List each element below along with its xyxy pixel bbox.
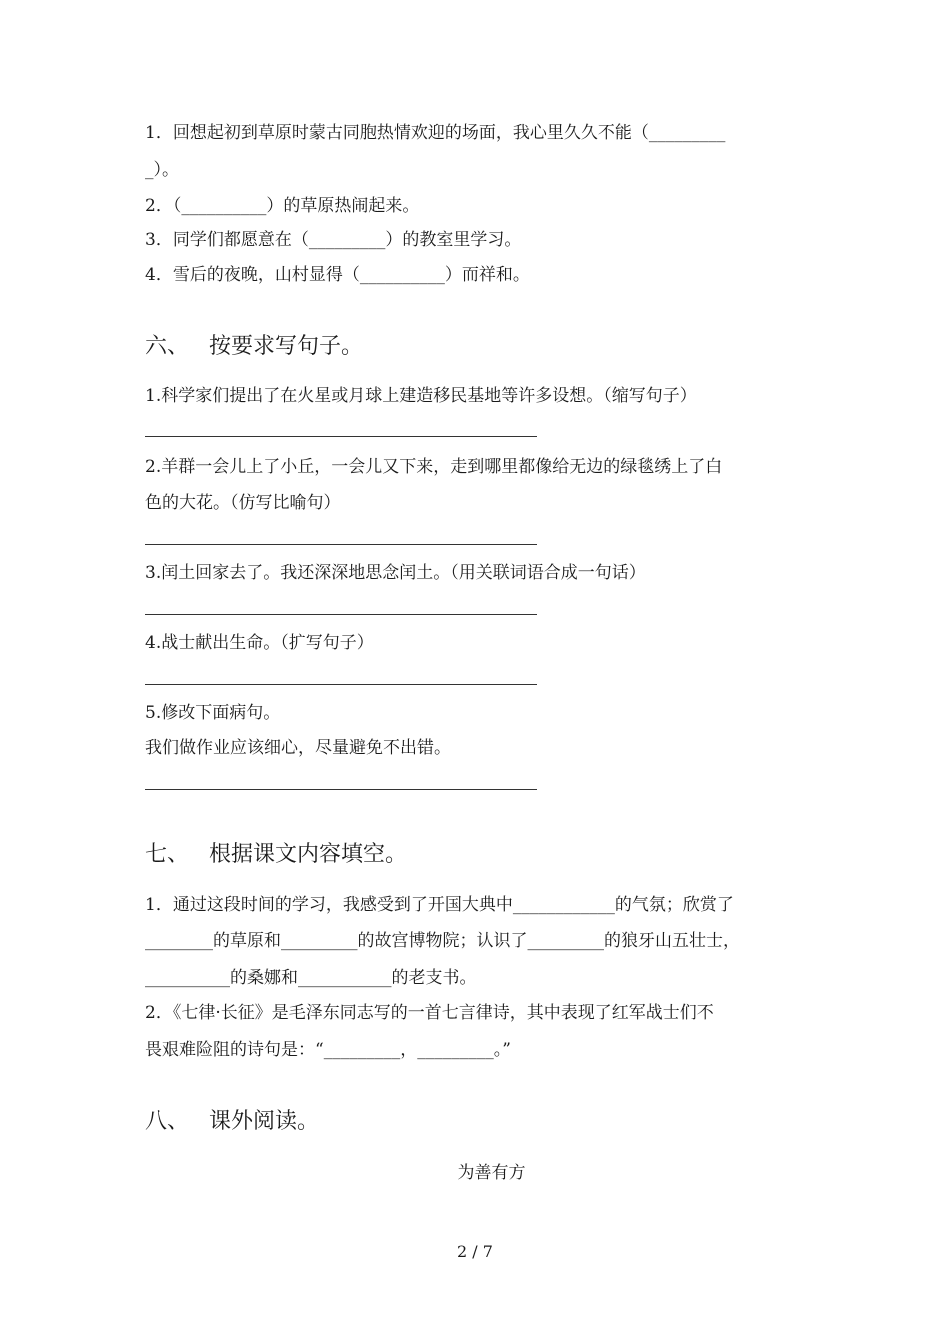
fill-q1-line-2: ________的草原和_________的故宫博物院；认识了_________的狼牙山五壮士， (145, 931, 740, 951)
section-8-heading (145, 1107, 319, 1137)
fill-item-1-line-1: 1．回想起初到草原时蒙古同胞热情欢迎的场面，我心里久久不能（_________ (145, 123, 726, 143)
section-7-heading (145, 840, 407, 870)
fill-q2-line-2: 畏艰难险阻的诗句是：“_________，_________。” (145, 1040, 511, 1060)
passage-title: 为善有方 (457, 1163, 526, 1183)
sentence-q5-text: 我们做作业应该细心，尽量避免不出错。 (145, 738, 451, 758)
sentence-q3: 3.闰土回家去了。我还深深地思念闰土。（用关联词语合成一句话） (145, 563, 646, 583)
fill-q1-line-1: 1．通过这段时间的学习，我感受到了开国大典中____________的气氛；欣赏了 (145, 895, 734, 915)
section-6-heading (145, 332, 363, 362)
section-7-title: 根据课文内容填空。 (209, 842, 408, 867)
fill-item-3: 3．同学们都愿意在（_________）的教室里学习。 (145, 230, 522, 250)
answer-line-q3[interactable] (145, 614, 537, 615)
section-7-number: 七、 (145, 842, 190, 867)
fill-item-2: 2．（__________）的草原热闹起来。 (145, 196, 420, 216)
sentence-q1: 1.科学家们提出了在火星或月球上建造移民基地等许多设想。（缩写句子） (145, 386, 697, 406)
page-number: 2 / 7 (457, 1242, 493, 1261)
section-8-title: 课外阅读。 (209, 1109, 320, 1134)
sentence-q2-line-2: 色的大花。（仿写比喻句） (145, 493, 341, 513)
fill-q1-line-3: __________的桑娜和___________的老支书。 (145, 968, 477, 988)
sentence-q4: 4.战士献出生命。（扩写句子） (145, 633, 374, 653)
section-8-number: 八、 (145, 1109, 190, 1134)
section-6-number: 六、 (145, 334, 190, 359)
fill-item-1-line-2: _）。 (145, 160, 179, 180)
fill-q2-line-1: 2．《七律·长征》是毛泽东同志写的一首七言律诗，其中表现了红军战士们不 (145, 1003, 714, 1023)
answer-line-q1[interactable] (145, 436, 537, 437)
sentence-q2-line-1: 2.羊群一会儿上了小丘，一会儿又下来，走到哪里都像给无边的绿毯绣上了白 (145, 457, 723, 477)
answer-line-q2[interactable] (145, 544, 537, 545)
answer-line-q4[interactable] (145, 684, 537, 685)
fill-item-4: 4．雪后的夜晚，山村显得（__________）而祥和。 (145, 265, 530, 285)
answer-line-q5[interactable] (145, 789, 537, 790)
sentence-q5-prompt: 5.修改下面病句。 (145, 703, 281, 723)
section-6-title: 按要求写句子。 (209, 334, 364, 359)
